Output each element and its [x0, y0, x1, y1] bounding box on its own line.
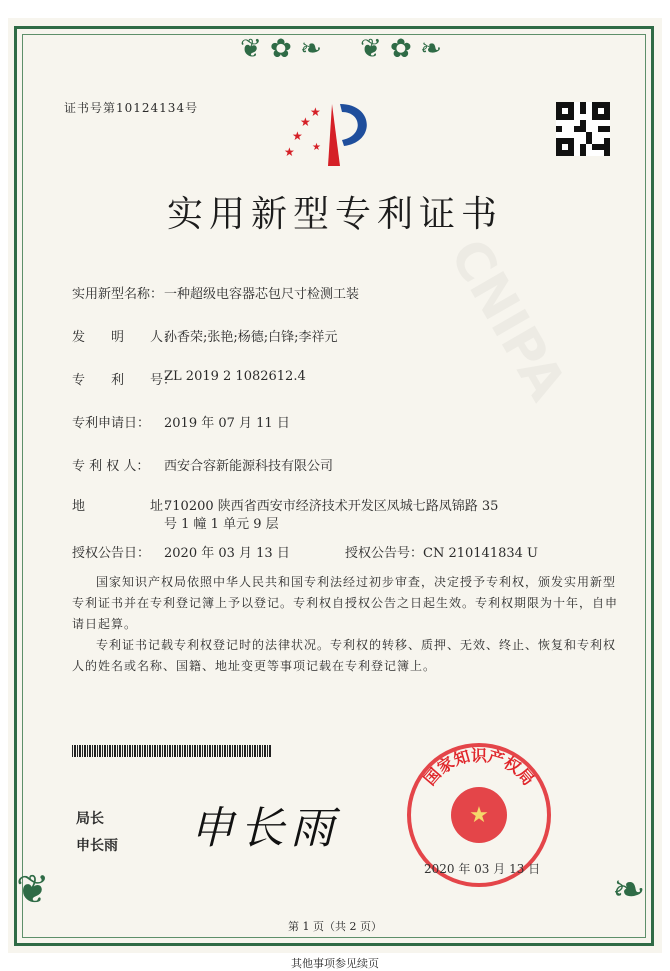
field-label: 专 利 权 人： — [72, 459, 150, 474]
field-patent-number — [72, 369, 306, 388]
field-label: 专利申请日： — [72, 416, 151, 431]
svg-text:★: ★ — [292, 129, 303, 143]
field-label: 授权公告号： — [345, 546, 424, 561]
field-value: CN 210141834 U — [423, 546, 538, 561]
svg-text:★: ★ — [284, 145, 295, 159]
field-value: 710200 陕西省西安市经济技术开发区凤城七路凤锦路 35 — [164, 499, 499, 514]
top-ornament-icon: ❦ ✿ ❧ — [240, 34, 322, 64]
top-ornament-icon: ❦ ✿ ❧ — [360, 34, 442, 64]
field-grant-date — [72, 542, 290, 561]
field-label: 发 明 人： — [72, 330, 177, 345]
certificate-number: 证书号第10124134号 — [64, 101, 199, 115]
document-title: 实用新型专利证书 — [166, 194, 503, 235]
field-value: 西安合容新能源科技有限公司 — [164, 459, 334, 474]
field-value: 孙香荣;张艳;杨德;白锋;李祥元 — [164, 330, 338, 345]
field-label: 实用新型名称： — [72, 287, 164, 302]
field-value: 2019 年 07 月 11 日 — [164, 416, 290, 431]
svg-text:★: ★ — [300, 115, 311, 129]
field-inventors — [72, 326, 338, 345]
field-application-date — [72, 412, 290, 431]
field-utility-model-name — [72, 283, 359, 302]
barcode-icon — [72, 745, 272, 757]
page-number: 第 1 页（共 2 页） — [288, 920, 382, 933]
certificate-statement — [72, 572, 628, 677]
statement-paragraph: 国家知识产权局依照中华人民共和国专利法经过初步审查，决定授予专利权，颁发实用新型专利证书并在专利登记簿上予以登记。专利权自授权公告之日起生效。专利权期限为十年，自申请日起算。 — [72, 575, 619, 631]
field-value: 一种超级电容器芯包尺寸检测工装 — [164, 287, 360, 302]
continuation-note: 其他事项参见续页 — [291, 957, 379, 970]
field-label: 授权公告日： — [72, 546, 151, 561]
corner-ornament-icon: ❧ — [612, 867, 646, 913]
qr-code-icon — [556, 102, 610, 156]
field-grant-number — [345, 542, 538, 561]
svg-text:★: ★ — [310, 105, 321, 119]
director-signature: 申长雨 — [190, 803, 340, 854]
cnipa-logo-icon — [284, 100, 384, 168]
corner-ornament-icon: ❦ — [16, 867, 50, 913]
field-value: 2020 年 03 月 13 日 — [164, 546, 290, 561]
field-value: ZL 2019 2 1082612.4 — [164, 369, 306, 384]
field-patentee — [72, 455, 333, 474]
field-value-line2: 号 1 幢 1 单元 9 层 — [164, 517, 279, 532]
director-title: 局长 — [76, 811, 104, 827]
statement-paragraph: 专利证书记载专利权登记时的法律状况。专利权的转移、质押、无效、终止、恢复和专利权人的姓名或名称、国籍、地址变更等事项记载在专利登记簿上。 — [72, 638, 617, 673]
svg-text:★: ★ — [312, 142, 321, 153]
field-label: 地 址： — [72, 499, 177, 514]
director-name: 申长雨 — [76, 838, 118, 854]
field-label: 专 利 号： — [72, 373, 177, 388]
seal-text: 国家知识产权局 — [419, 745, 539, 790]
seal-date: 2020 年 03 月 13 日 — [424, 862, 541, 876]
svg-text:★: ★ — [469, 803, 489, 828]
field-address — [72, 498, 498, 534]
svg-text:国家知识产权局 — [420, 746, 538, 789]
